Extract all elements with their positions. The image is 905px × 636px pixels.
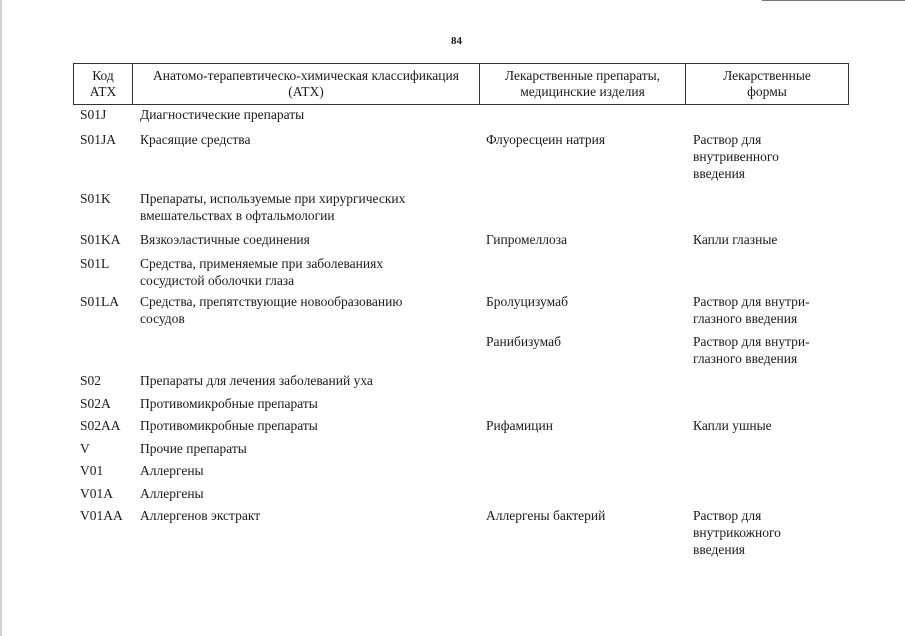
drug-name: Флуоресцеин натрия bbox=[486, 132, 606, 147]
atc-code: S01JA bbox=[80, 132, 117, 147]
atc-name: Препараты для лечения заболеваний уха bbox=[140, 373, 373, 388]
drug-name: Аллергены бактерий bbox=[486, 508, 606, 523]
atc-name: Аллергенов экстракт bbox=[140, 508, 261, 523]
dosage-form: Раствор для внутривенного введения bbox=[693, 132, 779, 181]
atc-code: S02 bbox=[80, 373, 102, 388]
atc-name: Красящие средства bbox=[140, 132, 251, 147]
atc-name: Аллергены bbox=[140, 463, 204, 478]
header-classification-label: Анатомо-терапевтическо-химическая классификация (АТХ) bbox=[153, 68, 459, 99]
atc-name: Вязкоэластичные соединения bbox=[140, 232, 310, 247]
atc-code: S02A bbox=[80, 396, 111, 411]
header-forms bbox=[686, 64, 848, 104]
atc-code: S01LA bbox=[80, 294, 120, 309]
drug-name: Рифамицин bbox=[486, 418, 553, 433]
atc-name: Аллергены bbox=[140, 486, 204, 501]
header-drugs bbox=[480, 64, 686, 104]
atc-code: V bbox=[80, 441, 90, 456]
dosage-form: Раствор для внутри-глазного введения bbox=[693, 294, 810, 326]
dosage-form: Капли глазные bbox=[693, 232, 778, 247]
atc-code: S01J bbox=[80, 107, 107, 122]
dosage-form: Капли ушные bbox=[693, 418, 772, 433]
table-header bbox=[73, 63, 849, 105]
atc-name: Противомикробные препараты bbox=[140, 418, 318, 433]
drug-name: Ранибизумаб bbox=[486, 334, 561, 349]
atc-code: V01AA bbox=[80, 508, 123, 523]
header-classification bbox=[133, 64, 480, 104]
header-code-label: Код АТХ bbox=[89, 68, 117, 99]
atc-name: Препараты, используемые при хирургических вмешательствах в офтальмологии bbox=[140, 191, 406, 223]
atc-name: Средства, применяемые при заболеваниях сосудистой оболочки глаза bbox=[140, 256, 384, 288]
top-border-line bbox=[762, 0, 905, 1]
drug-name: Гипромеллоза bbox=[486, 232, 568, 247]
atc-code: V01 bbox=[80, 463, 104, 478]
atc-name: Противомикробные препараты bbox=[140, 396, 318, 411]
page-edge-shadow bbox=[0, 0, 2, 636]
atc-name: Прочие препараты bbox=[140, 441, 247, 456]
header-drugs-label: Лекарственные препараты, медицинские изделия bbox=[504, 68, 661, 99]
atc-name: Средства, препятствующие новообразованию сосудов bbox=[140, 294, 403, 326]
dosage-form: Раствор для внутрикожного введения bbox=[693, 508, 781, 557]
atc-name: Диагностические препараты bbox=[140, 107, 305, 122]
atc-code: V01A bbox=[80, 486, 113, 501]
page-number: 84 bbox=[451, 35, 462, 47]
dosage-form: Раствор для внутри-глазного введения bbox=[693, 334, 810, 366]
atc-code: S01K bbox=[80, 191, 111, 206]
header-forms-label: Лекарственные формы bbox=[723, 68, 811, 99]
header-code bbox=[74, 64, 133, 104]
atc-code: S01KA bbox=[80, 232, 121, 247]
atc-code: S02AA bbox=[80, 418, 121, 433]
atc-code: S01L bbox=[80, 256, 110, 271]
drug-name: Бролуцизумаб bbox=[486, 294, 568, 309]
